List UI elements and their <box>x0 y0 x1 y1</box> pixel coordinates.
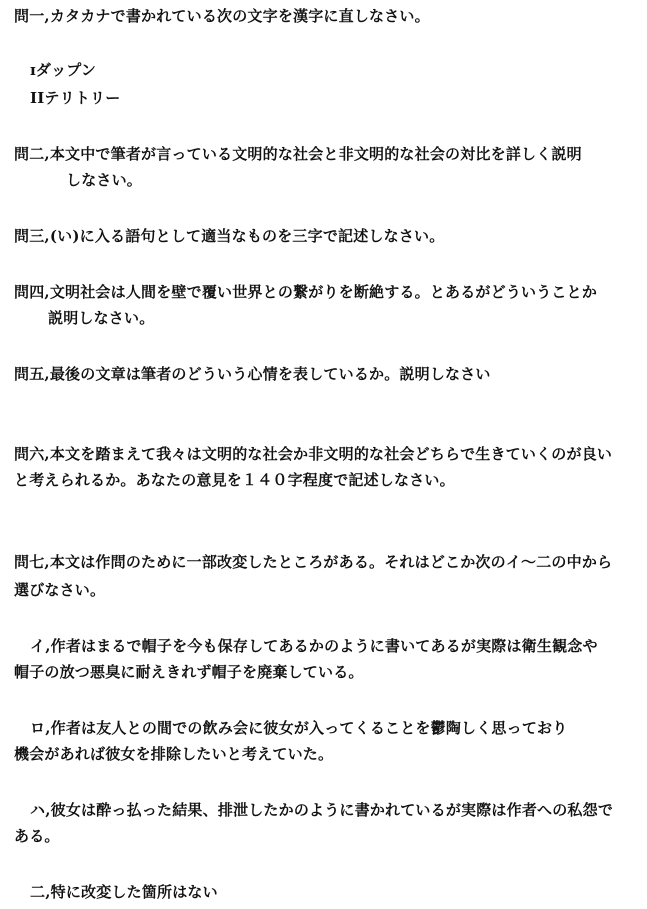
question-1-item-2: IIテリトリー <box>30 89 121 107</box>
question-5-line-1: 問五,最後の文章は筆者のどういう心情を表しているか。説明しなさい <box>14 365 491 383</box>
option-ha-line-2: ある。 <box>14 827 60 845</box>
question-6-line-2: と考えられるか。あなたの意見を１４０字程度で記述しなさい。 <box>14 471 455 489</box>
question-2-line-2: しなさい。 <box>66 171 143 189</box>
option-i-line-2: 帽子の放つ悪臭に耐えきれず帽子を廃棄している。 <box>14 663 364 681</box>
question-6-line-1: 問六,本文を踏まえて我々は文明的な社会か非文明的な社会どちらで生きていくのが良い <box>14 445 613 463</box>
option-i-line-1: イ,作者はまるで帽子を今も保存してあるかのように書いてあるが実際は衛生観念や <box>30 637 598 655</box>
option-ni-line-1: 二,特に改変した箇所はない <box>30 883 218 901</box>
option-ro-line-2: 機会があれば彼女を排除したいと考えていた。 <box>14 745 334 763</box>
question-2-line-1: 問二,本文中で筆者が言っている文明的な社会と非文明的な社会の対比を詳しく説明 <box>14 145 582 163</box>
question-1-item-1: ɪダップン <box>30 61 97 79</box>
question-3-line-1: 問三,(い)に入る語句として適当なものを三字で記述しなさい。 <box>14 227 445 245</box>
question-4-line-1: 問四,文明社会は人間を壁で覆い世界との繋がりを断絶する。とあるがどういうことか <box>14 283 598 301</box>
question-4-line-2: 説明しなさい。 <box>48 309 155 327</box>
question-1-prompt: 問一,カタカナで書かれている次の文字を漢字に直しなさい。 <box>14 7 430 25</box>
option-ro-line-1: ロ,作者は友人との間での飲み会に彼女が入ってくることを鬱陶しく思っており <box>30 719 568 737</box>
question-7-line-2: 選びなさい。 <box>14 581 106 599</box>
option-ha-line-1: ハ,彼女は酔っ払った結果、排泄したかのように書かれているが実際は作者への私怨で <box>30 801 614 819</box>
question-7-line-1: 問七,本文は作問のために一部改変したところがある。それはどこか次のイ〜二の中から <box>14 553 613 571</box>
